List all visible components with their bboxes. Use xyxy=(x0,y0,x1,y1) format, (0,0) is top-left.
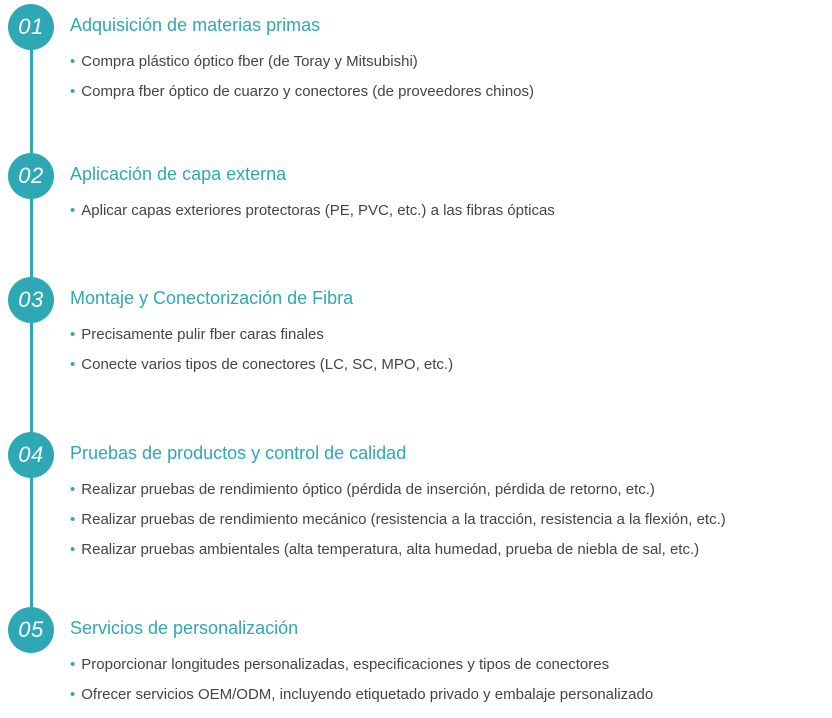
step-items-list xyxy=(70,480,726,570)
step-number-badge: 03 xyxy=(8,277,54,323)
step-number-badge: 05 xyxy=(8,607,54,653)
timeline-line xyxy=(30,26,33,631)
step-title: Pruebas de productos y control de calidad xyxy=(70,443,407,463)
bullet-icon: • xyxy=(70,656,76,673)
list-item-text: Ofrecer servicios OEM/ODM, incluyendo etiquetado privado y embalaje personalizado xyxy=(81,686,654,703)
list-item-text: Precisamente pulir fber caras finales xyxy=(81,326,324,343)
list-item-text: Realizar pruebas de rendimiento mecánico (resistencia a la tracción, resistencia a la flexión, etc.) xyxy=(81,511,726,528)
step-items-list xyxy=(70,655,653,715)
bullet-icon: • xyxy=(70,686,76,703)
step-items-list xyxy=(70,52,534,112)
bullet-icon: • xyxy=(70,481,76,498)
step-number-badge: 01 xyxy=(8,4,54,50)
bullet-icon: • xyxy=(70,53,76,70)
step-number-badge: 04 xyxy=(8,432,54,478)
bullet-icon: • xyxy=(70,202,76,219)
list-item-text: Compra fber óptico de cuarzo y conectores (de proveedores chinos) xyxy=(81,83,534,100)
list-item xyxy=(70,201,555,231)
list-item-text: Realizar pruebas de rendimiento óptico (pérdida de inserción, pérdida de retorno, etc.) xyxy=(81,481,655,498)
bullet-icon: • xyxy=(70,356,76,373)
list-item xyxy=(70,655,653,685)
list-item-text: Realizar pruebas ambientales (alta temperatura, alta humedad, prueba de niebla de sal, etc.) xyxy=(81,541,700,558)
list-item xyxy=(70,480,726,510)
step-items-list xyxy=(70,325,453,385)
list-item xyxy=(70,82,534,112)
list-item xyxy=(70,685,653,715)
list-item xyxy=(70,510,726,540)
step-title: Servicios de personalización xyxy=(70,618,299,638)
list-item xyxy=(70,52,534,82)
bullet-icon: • xyxy=(70,511,76,528)
list-item-text: Compra plástico óptico fber (de Toray y Mitsubishi) xyxy=(81,53,418,70)
list-item xyxy=(70,355,453,385)
bullet-icon: • xyxy=(70,326,76,343)
step-number-badge: 02 xyxy=(8,153,54,199)
list-item-text: Conecte varios tipos de conectores (LC, SC, MPO, etc.) xyxy=(81,356,454,373)
step-items-list xyxy=(70,201,555,231)
list-item xyxy=(70,325,453,355)
list-item xyxy=(70,540,726,570)
step-title: Aplicación de capa externa xyxy=(70,164,287,184)
step-title: Montaje y Conectorización de Fibra xyxy=(70,288,354,308)
list-item-text: Aplicar capas exteriores protectoras (PE, PVC, etc.) a las fibras ópticas xyxy=(81,202,555,219)
bullet-icon: • xyxy=(70,83,76,100)
step-title: Adquisición de materias primas xyxy=(70,15,321,35)
list-item-text: Proporcionar longitudes personalizadas, especificaciones y tipos de conectores xyxy=(81,656,610,673)
bullet-icon: • xyxy=(70,541,76,558)
